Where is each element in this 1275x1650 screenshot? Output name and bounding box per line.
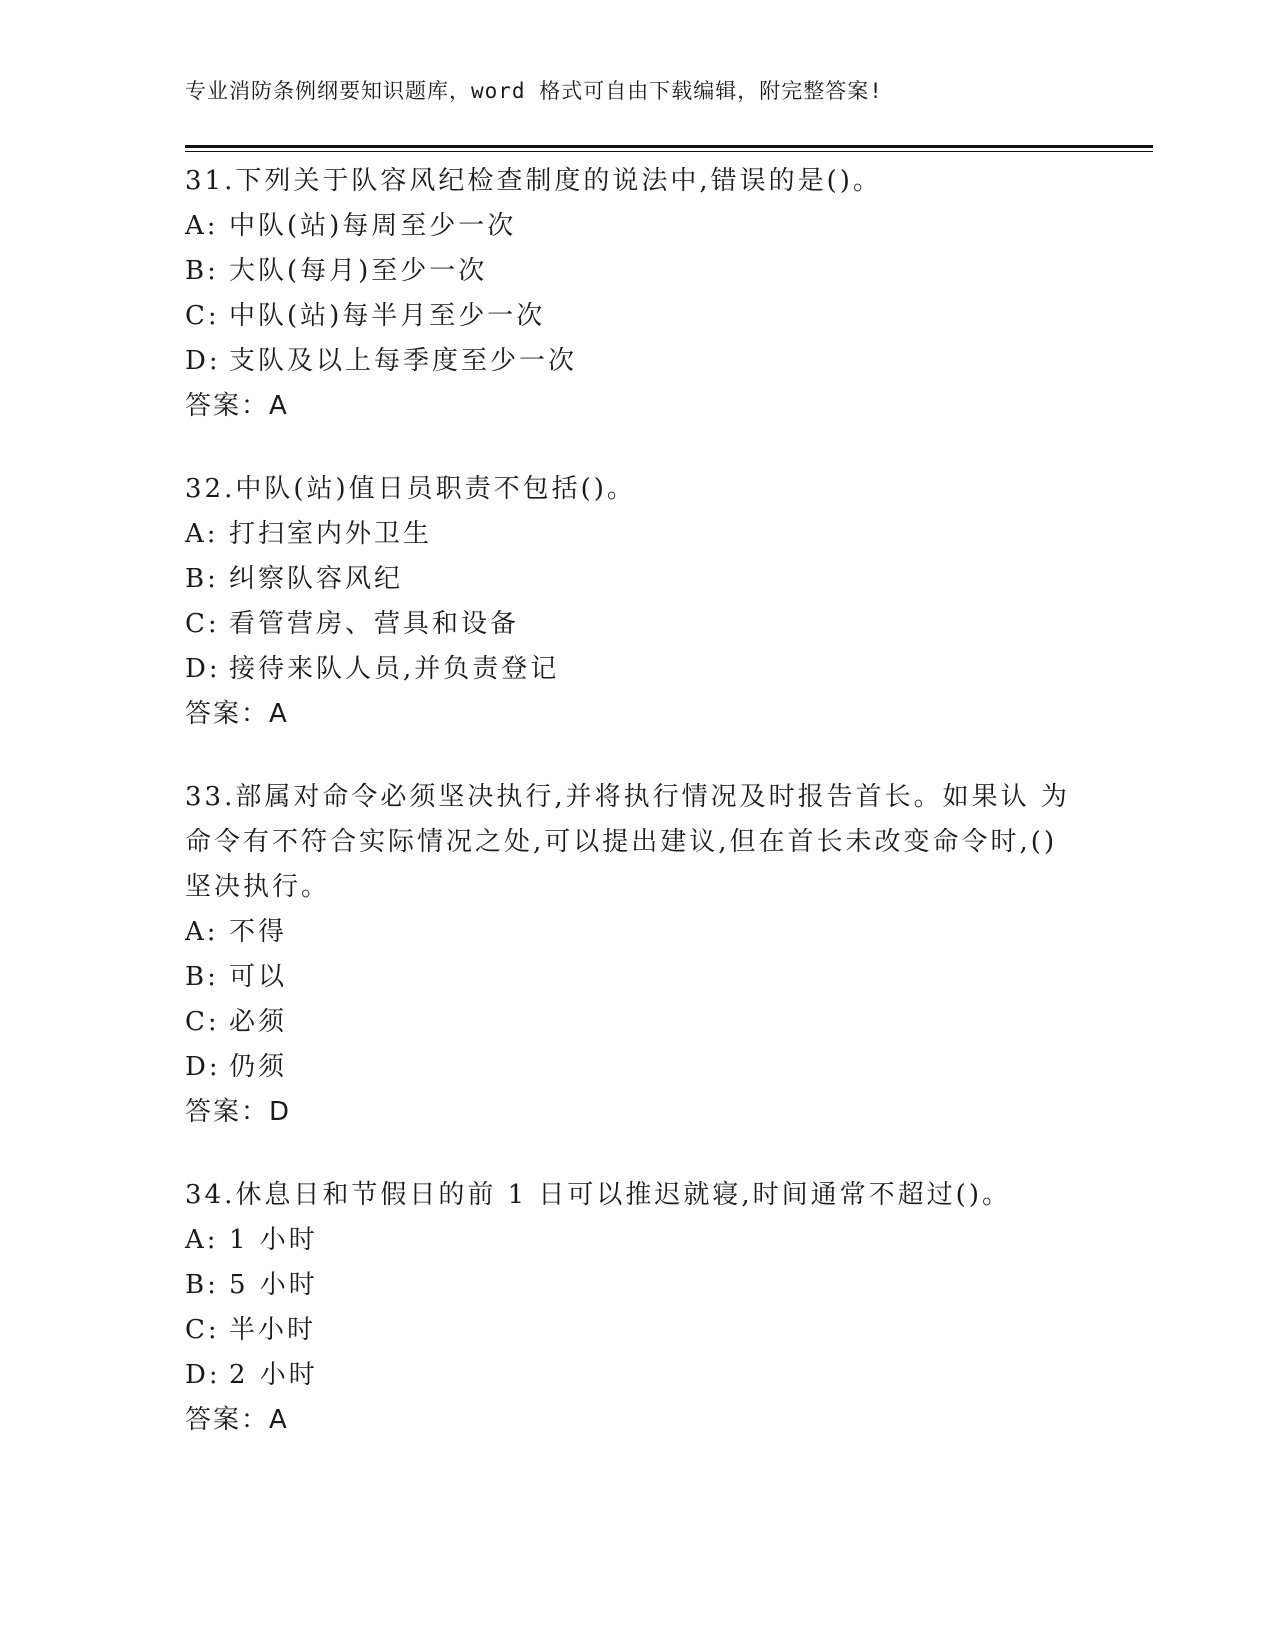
option-b: B: 可以 [185,962,288,992]
question-stem: 33.部属对命令必须坚决执行,并将执行情况及时报告首长。如果认 为 命令有不符合实际情况之处,可以提出建议,但在首长未改变命令时,() 坚决执行。 [185,782,1070,902]
question-34 [185,1173,1145,1443]
option-b: B: 5 小时 [185,1270,318,1300]
question-stem: 34.休息日和节假日的前 1 日可以推迟就寝,时间通常不超过()。 [185,1180,1011,1210]
question-33 [185,775,1145,1135]
header-rule-thin [185,151,1153,152]
option-c: C: 半小时 [185,1315,317,1345]
question-32 [185,467,1145,737]
question-list [185,159,1145,1481]
answer-line: 答案：A [185,699,289,729]
option-a: A: 1 小时 [185,1225,318,1255]
option-b: B: 大队(每月)至少一次 [185,256,488,286]
option-b: B: 纠察队容风纪 [185,564,404,594]
answer-line: 答案：A [185,391,289,421]
question-stem: 32.中队(站)值日员职责不包括()。 [185,474,636,504]
option-d: D: 2 小时 [185,1360,318,1390]
document-header: 专业消防条例纲要知识题库，word 格式可自由下载编辑，附完整答案! [185,79,883,103]
option-d: D: 接待来队人员,并负责登记 [185,654,560,684]
option-c: C: 看管营房、营具和设备 [185,609,520,639]
option-c: C: 中队(站)每半月至少一次 [185,301,546,331]
option-c: C: 必须 [185,1007,288,1037]
answer-line: 答案：A [185,1405,289,1435]
question-stem: 31.下列关于队容风纪检查制度的说法中,错误的是()。 [185,166,882,196]
option-a: A: 不得 [185,917,288,947]
option-d: D: 支队及以上每季度至少一次 [185,346,578,376]
option-d: D: 仍须 [185,1052,288,1082]
option-a: A: 打扫室内外卫生 [185,519,433,549]
option-a: A: 中队(站)每周至少一次 [185,211,517,241]
answer-line: 答案：D [185,1097,292,1127]
header-rule-thick [185,145,1153,148]
question-31 [185,159,1145,429]
